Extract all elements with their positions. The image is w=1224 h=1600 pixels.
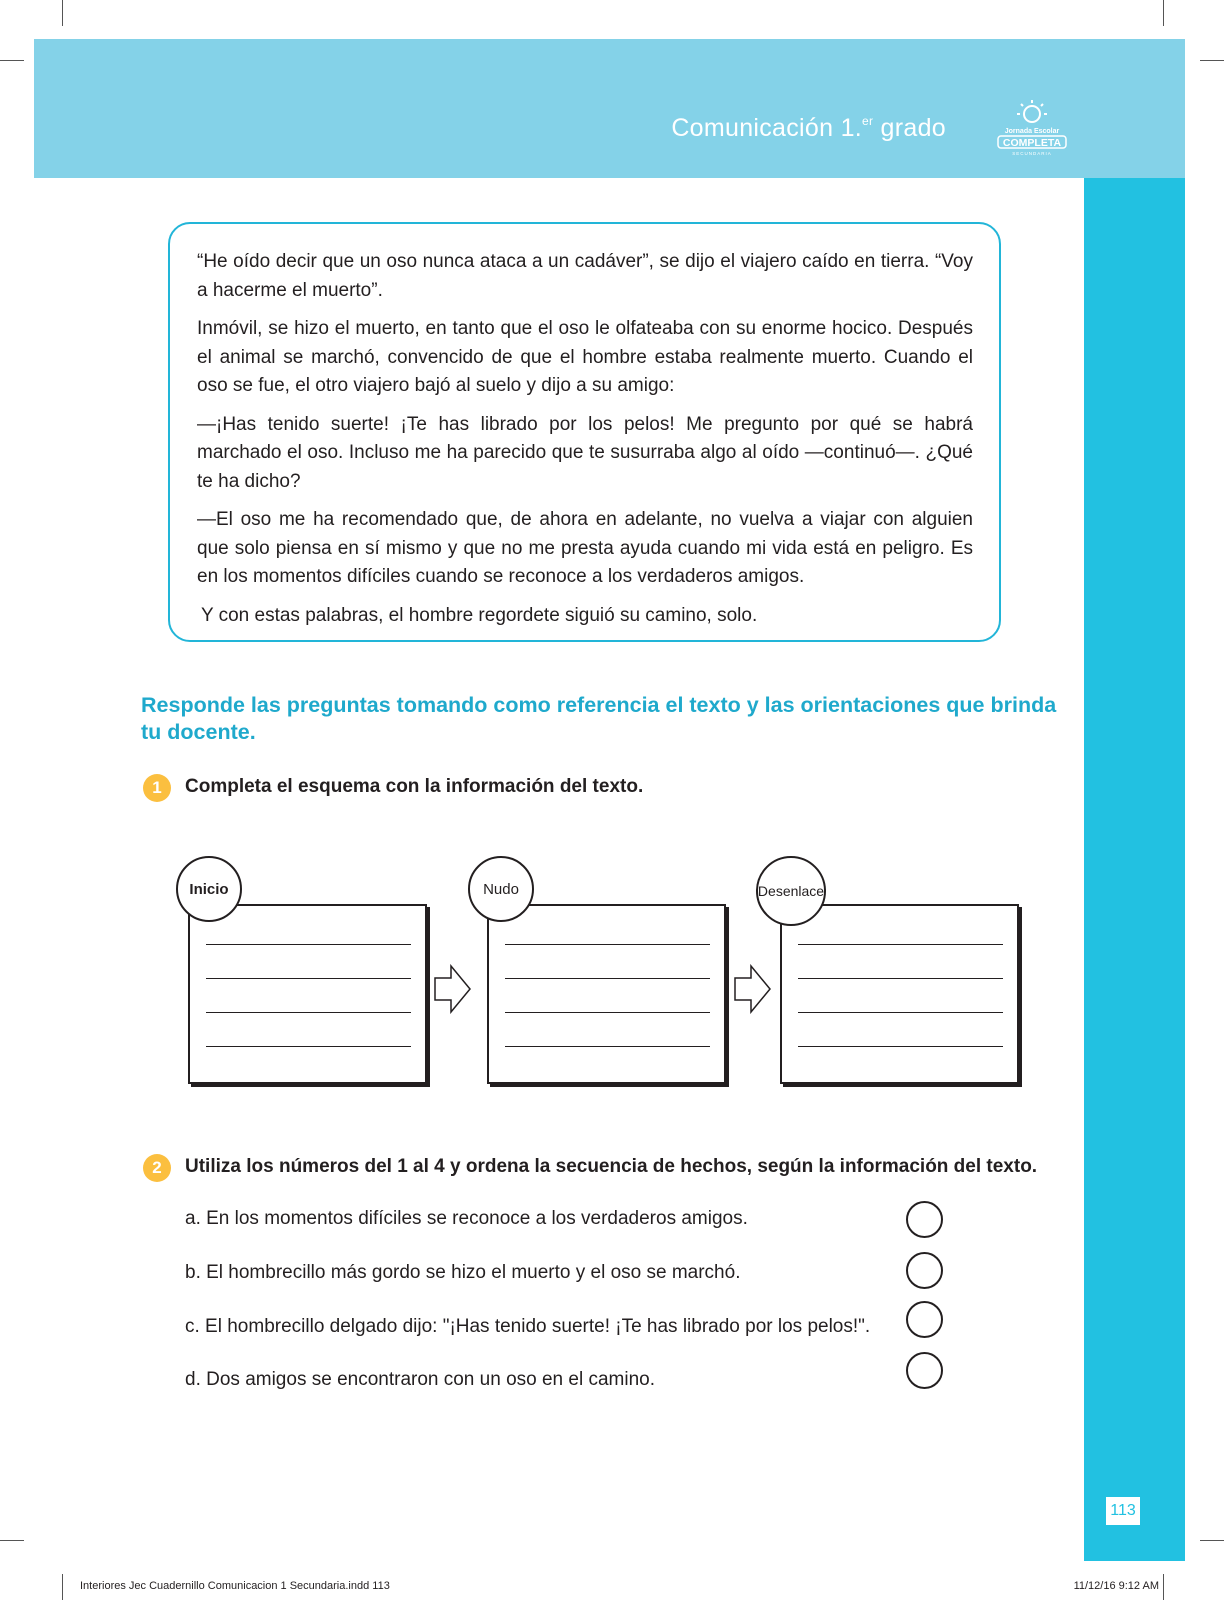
arrow-right-icon xyxy=(733,964,773,1014)
order-answer-circle[interactable] xyxy=(906,1301,943,1338)
answer-line[interactable] xyxy=(505,1012,710,1013)
schema-label-nudo: Nudo xyxy=(468,856,534,922)
svg-text:SECUNDARIA: SECUNDARIA xyxy=(1012,151,1052,156)
story-paragraph: Y con estas palabras, el hombre regordete siguió su camino, solo. xyxy=(201,604,758,626)
story-excerpt-box xyxy=(168,222,1001,642)
crop-mark xyxy=(62,1574,63,1600)
question-number-badge: 2 xyxy=(143,1154,171,1182)
answer-line[interactable] xyxy=(206,978,411,979)
story-paragraph: —El oso me ha recomendado que, de ahora en adelante, no vuelva a viajar con alguien que solo piensa en sí mismo y que no me presta ayuda cuando mi vida está en peligro. Es en los momentos difíciles cuando se reconoce a los verdaderos amigos. xyxy=(197,509,973,587)
story-paragraph: “He oído decir que un oso nunca ataca a un cadáver”, se dijo el viajero caído en tierra. “Voy a hacerme el muerto”. xyxy=(197,251,973,301)
schema-label-inicio: Inicio xyxy=(176,856,242,922)
schema-box-desenlace[interactable] xyxy=(780,904,1019,1084)
question-number-badge: 1 xyxy=(143,774,171,802)
sequence-item: b. El hombrecillo más gordo se hizo el muerto y el oso se marchó. xyxy=(185,1262,741,1283)
svg-text:COMPLETA: COMPLETA xyxy=(1002,137,1062,149)
schema-box-nudo[interactable] xyxy=(487,904,726,1084)
answer-line[interactable] xyxy=(206,1012,411,1013)
arrow-right-icon xyxy=(433,964,473,1014)
page-number: 113 xyxy=(1106,1497,1140,1525)
sequence-item: d. Dos amigos se encontraron con un oso en el camino. xyxy=(185,1369,655,1390)
instruction-heading: Responde las preguntas tomando como referencia el texto y las orientaciones que brinda tu docente. xyxy=(141,693,1057,744)
crop-mark xyxy=(62,0,63,26)
sequence-item: c. El hombrecillo delgado dijo: "¡Has tenido suerte! ¡Te has librado por los pelos!". xyxy=(185,1316,871,1337)
crop-mark xyxy=(1200,1540,1224,1541)
answer-line[interactable] xyxy=(206,1046,411,1047)
answer-line[interactable] xyxy=(798,1012,1003,1013)
order-answer-circle[interactable] xyxy=(906,1252,943,1289)
crop-mark xyxy=(1163,1574,1164,1600)
schema-label-desenlace: Desenlace xyxy=(756,856,826,926)
page-title: Comunicación 1.$^{er}$ grado xyxy=(671,114,946,142)
story-paragraph: Inmóvil, se hizo el muerto, en tanto que el oso le olfateaba con su enorme hocico. Después el animal se marchó, convencido de que el hombre estaba realmente muerto. Cuando el oso se fue, el otro viajero bajó al suelo y dijo a su amigo: xyxy=(197,318,973,396)
crop-mark xyxy=(1163,0,1164,26)
answer-line[interactable] xyxy=(798,1046,1003,1047)
crop-mark xyxy=(0,1540,24,1541)
side-band xyxy=(1084,178,1185,1561)
answer-line[interactable] xyxy=(505,1046,710,1047)
question-1-text: Completa el esquema con la información del texto. xyxy=(185,776,644,797)
answer-line[interactable] xyxy=(505,978,710,979)
crop-mark xyxy=(0,60,24,61)
footer-timestamp: 11/12/16 9:12 AM xyxy=(1073,1580,1159,1592)
crop-mark xyxy=(1200,60,1224,61)
schema-box-inicio[interactable] xyxy=(188,904,427,1084)
order-answer-circle[interactable] xyxy=(906,1201,943,1238)
order-answer-circle[interactable] xyxy=(906,1352,943,1389)
jornada-completa-logo xyxy=(992,100,1072,158)
sequence-item: a. En los momentos difíciles se reconoce a los verdaderos amigos. xyxy=(185,1208,748,1229)
answer-line[interactable] xyxy=(206,944,411,945)
question-2-text: Utiliza los números del 1 al 4 y ordena la secuencia de hechos, según la información del texto. xyxy=(185,1156,1038,1177)
story-paragraph: —¡Has tenido suerte! ¡Te has librado por los pelos! Me pregunto por qué se habrá marchado el oso. Incluso me ha parecido que te susurraba algo al oído —continuó—. ¿Qué te ha dicho? xyxy=(197,413,973,492)
svg-text:Jornada Escolar: Jornada Escolar xyxy=(1004,128,1060,135)
answer-line[interactable] xyxy=(798,944,1003,945)
footer-file-info: Interiores Jec Cuadernillo Comunicacion 1 Secundaria.indd 113 xyxy=(80,1580,390,1592)
answer-line[interactable] xyxy=(798,978,1003,979)
answer-line[interactable] xyxy=(505,944,710,945)
